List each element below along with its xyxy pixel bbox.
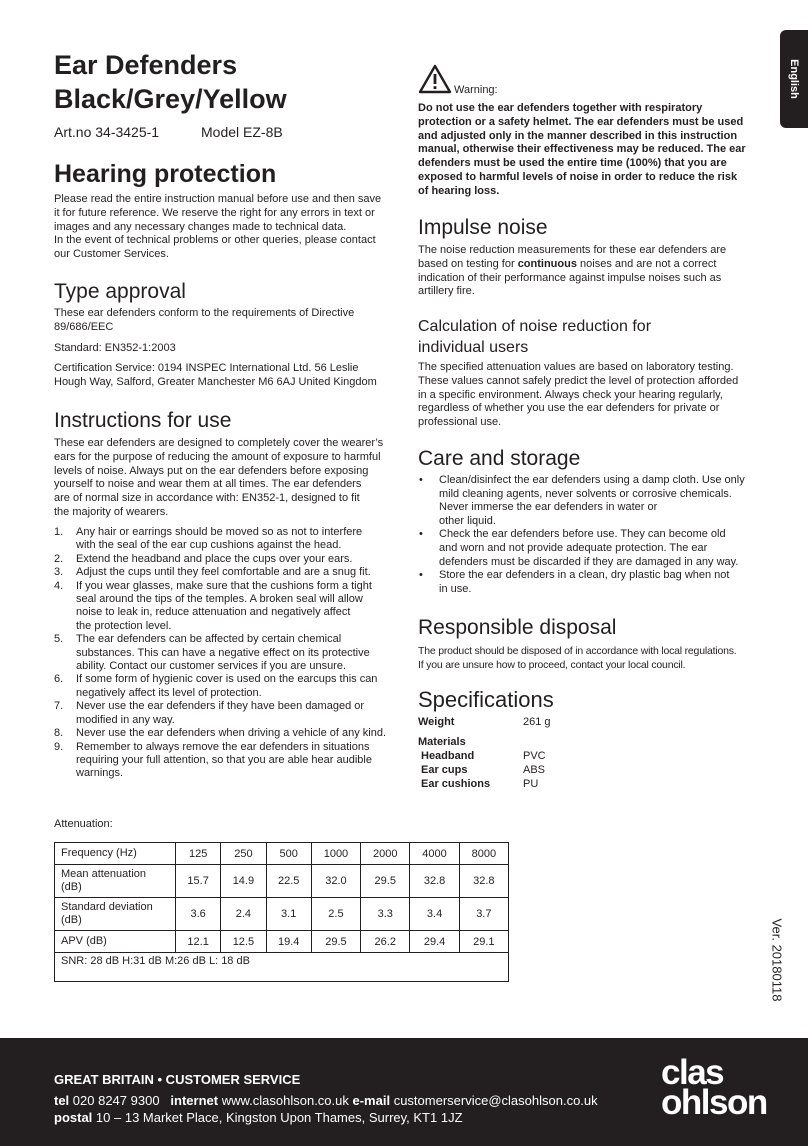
text-line: Clean/disinfect the ear defenders using a damp cloth. Use only: [439, 474, 745, 486]
text-line: artillery fire.: [418, 285, 475, 298]
text-line: seal around the tips of the temples. A broken seal will allow: [76, 593, 363, 606]
text-line: Adjust the cups until they feel comfortable and are a snug fit.: [76, 566, 371, 579]
step-item: [54, 566, 399, 579]
spec-value: ABS: [523, 764, 546, 776]
table-row: [55, 865, 509, 898]
text-line: Remember to always remove the ear defenders in situations: [76, 740, 370, 753]
text-line: Do not use the ear defenders together with respiratory: [418, 102, 703, 114]
text-line: yourself to noise and wear them at all times. The ear defenders: [54, 478, 362, 491]
spec-value: PVC: [523, 750, 546, 762]
spec-label: Ear cups: [421, 764, 468, 776]
text-line: indication of their performance against impulse noises such as: [418, 271, 722, 284]
table-cell: 2000: [361, 843, 410, 865]
text-line: noise to leak in, reduce attenuation and negatively affect: [76, 606, 351, 619]
text-line: in a specific environment. Always check your hearing regularly,: [418, 388, 723, 401]
text-line: are of normal size in accordance with: EN352-1, designed to fit: [54, 492, 360, 505]
text-line: The product should be disposed of in accordance with local regulations.: [418, 645, 737, 657]
text-line: it for future reference. We reserve the right for any errors in text or: [54, 206, 375, 219]
warning-triangle-icon: [418, 64, 452, 94]
text-line: other liquid.: [439, 514, 496, 527]
step-item: [54, 553, 399, 566]
tel-number[interactable]: 020 8247 9300: [72, 1093, 160, 1108]
table-cell: 32.8: [459, 865, 508, 898]
table-cell: 3.1: [266, 898, 311, 931]
table-cell: 1000: [311, 843, 360, 865]
table-row: [55, 931, 509, 953]
table-cell: 32.8: [410, 865, 459, 898]
language-tab: [780, 30, 808, 128]
table-cell: 2.4: [221, 898, 266, 931]
disposal-text: [418, 644, 763, 672]
text-line: If you are unsure how to proceed, contact your local council.: [418, 659, 686, 671]
text-line: of hearing loss.: [418, 184, 500, 197]
email-label: e-mail: [352, 1093, 391, 1108]
bullet: •: [419, 528, 423, 541]
hearing-heading: Hearing protection: [54, 160, 277, 188]
instructions-steps: [54, 526, 399, 781]
heading-line: Calculation of noise reduction for: [418, 318, 652, 335]
tel-label: tel: [54, 1093, 70, 1108]
logo-line: clas: [661, 1053, 724, 1092]
type-approval-heading: Type approval: [54, 280, 186, 303]
table-cell: 29.5: [311, 931, 360, 953]
text-line: defenders must be used the entire time (100%) that you are: [418, 157, 727, 170]
table-cell: 8000: [459, 843, 508, 865]
text-line: modified in any way.: [76, 713, 175, 726]
step-number: 9.: [54, 740, 64, 753]
text-line: ears for the purpose of reducing the amount of exposure to harmful: [54, 450, 381, 463]
text-line: These ear defenders conform to the requirements of Directive: [54, 307, 355, 319]
text-line: Check the ear defenders before use. They can become old: [439, 528, 726, 541]
table-cell: 250: [221, 843, 266, 865]
text-line: The noise reduction measurements for these ear defenders are: [418, 244, 727, 256]
text-line: professional use.: [418, 416, 502, 429]
text-line: Never use the ear defenders if they have been damaged or: [76, 700, 365, 713]
model-number: Model EZ-8B: [201, 124, 283, 140]
text-line: the majority of wearers.: [54, 505, 169, 518]
step-number: 5.: [54, 633, 64, 646]
article-number: Art.no 34-3425-1: [54, 124, 160, 140]
row-label: Standard deviation (dB): [55, 898, 176, 931]
step-item: [54, 727, 399, 740]
text-line: [418, 258, 763, 272]
version-label: Ver. 20180118: [769, 918, 785, 1002]
postal-label: postal: [54, 1110, 93, 1125]
list-item: [418, 569, 763, 596]
impulse-heading: Impulse noise: [418, 216, 548, 239]
table-cell: 14.9: [221, 865, 266, 898]
table-cell: 22.5: [266, 865, 311, 898]
table-cell: 3.4: [410, 898, 459, 931]
spec-label: Headband: [421, 750, 475, 762]
spec-weight-value: 261 g: [523, 716, 551, 728]
text-line: and adjusted only in the manner described in this instruction: [418, 129, 738, 142]
step-item: [54, 700, 399, 727]
text-line: Never immerse the ear defenders in water or: [439, 501, 658, 514]
attenuation-caption: Attenuation:: [54, 818, 113, 830]
row-label: APV (dB): [55, 931, 176, 953]
step-number: 6.: [54, 673, 64, 686]
text-line: with the seal of the ear cup cushions against the head.: [76, 539, 342, 552]
text-line: If some form of hygienic cover is used on the earcups this can: [76, 673, 378, 686]
footer-region: GREAT BRITAIN • CUSTOMER SERVICE: [54, 1072, 301, 1087]
row-label: Mean attenuation (dB): [55, 865, 176, 898]
text-line: If you wear glasses, make sure that the cushions form a tight: [76, 579, 372, 592]
care-list: [418, 474, 763, 596]
text-line: ability. Contact our customer services if you are unsure.: [76, 660, 347, 673]
hearing-text: [54, 193, 394, 262]
internet-label: internet: [170, 1093, 219, 1108]
table-cell: 3.7: [459, 898, 508, 931]
standard-line: Standard: EN352-1:2003: [54, 341, 176, 354]
text-line: Certification Service: 0194 INSPEC International Ltd. 56 Leslie: [54, 362, 359, 375]
snr-cell: SNR: 28 dB H:31 dB M:26 dB L: 18 dB: [55, 953, 509, 982]
table-cell: 15.7: [176, 865, 221, 898]
row-label: Frequency (Hz): [55, 843, 176, 865]
text-line: warnings.: [76, 767, 124, 780]
specs-heading: Specifications: [418, 687, 554, 712]
text-line: in use.: [439, 582, 472, 595]
text-line: These values cannot safely predict the level of protection afforded: [418, 374, 739, 387]
bullet: •: [419, 569, 423, 582]
text-line: Any hair or earrings should be moved so as not to interfere: [76, 526, 363, 538]
text-line: requiring your full attention, so that you are able hear audible: [76, 753, 372, 766]
table-cell: 12.1: [176, 931, 221, 953]
step-number: 3.: [54, 566, 64, 579]
text-line: the protection level.: [76, 619, 172, 632]
footer-postal-line: [54, 1110, 463, 1125]
table-cell: 125: [176, 843, 221, 865]
step-item: [54, 526, 399, 553]
table-cell: 12.5: [221, 931, 266, 953]
spec-materials-label: Materials: [418, 736, 466, 748]
text-line: regardless of whether you use the ear defenders for private or: [418, 402, 720, 415]
warning-text: [418, 102, 763, 199]
step-number: 1.: [54, 526, 64, 538]
text-line: and worn and not provide adequate protection. The ear: [439, 541, 708, 554]
spec-weight-label: Weight: [418, 716, 455, 728]
text-line: Extend the headband and place the cups over your ears.: [76, 552, 353, 565]
text-line: Hough Way, Salford, Greater Manchester M6 6AJ United Kingdom: [54, 376, 377, 389]
table-cell: 2.5: [311, 898, 360, 931]
step-item: [54, 633, 399, 673]
table-cell: 19.4: [266, 931, 311, 953]
step-number: 2.: [54, 552, 64, 565]
table-cell: 3.6: [176, 898, 221, 931]
type-approval-text: [54, 307, 394, 390]
impulse-text: [418, 244, 763, 299]
table-row: [55, 953, 509, 982]
text-segment: noises and are not a correct: [576, 257, 717, 270]
spec-value: PU: [523, 778, 539, 790]
text-line: protection or a safety helmet. The ear defenders must be used: [418, 115, 744, 128]
step-item: [54, 673, 399, 700]
disposal-heading: Responsible disposal: [418, 616, 617, 639]
table-cell: 29.5: [361, 865, 410, 898]
text-segment: based on testing for: [418, 257, 518, 270]
table-cell: 500: [266, 843, 311, 865]
step-item: [54, 741, 399, 781]
list-item: [418, 528, 763, 569]
email-link[interactable]: customerservice@clasohlson.co.uk: [393, 1093, 598, 1108]
text-line: exposed to harmful levels of noise in order to reduce the risk: [418, 170, 738, 183]
text-line: Never use the ear defenders when driving a vehicle of any kind.: [76, 727, 387, 740]
list-item: [418, 474, 763, 528]
text-line: defenders must be discarded if they are damaged in any way.: [439, 555, 739, 568]
step-number: 8.: [54, 727, 64, 740]
postal-address: 10 – 13 Market Place, Kingston Upon Thames, Surrey, KT1 1JZ: [95, 1110, 463, 1125]
table-cell: 26.2: [361, 931, 410, 953]
product-title: [54, 48, 287, 116]
text-line: negatively affect its level of protection.: [76, 686, 262, 699]
text-line: Please read the entire instruction manual before use and then save: [54, 193, 382, 205]
step-number: 7.: [54, 700, 64, 713]
title-line-1: Ear Defenders: [54, 50, 238, 80]
warning-label: Warning:: [454, 84, 498, 96]
table-cell: 32.0: [311, 865, 360, 898]
care-heading: Care and storage: [418, 447, 581, 470]
table-cell: 29.1: [459, 931, 508, 953]
spec-label: Ear cushions: [421, 778, 491, 790]
clas-ohlson-logo: [661, 1053, 767, 1122]
heading-line: individual users: [418, 339, 529, 356]
text-line: In the event of technical problems or other queries, please contact: [54, 234, 376, 247]
logo-line: ohlson: [661, 1083, 767, 1122]
table-cell: 29.4: [410, 931, 459, 953]
attenuation-table: [54, 842, 509, 982]
calc-heading: [418, 316, 651, 358]
table-row: [55, 843, 509, 865]
text-line: our Customer Services.: [54, 248, 169, 261]
calc-text: [418, 361, 763, 430]
text-line: The specified attenuation values are based on laboratory testing.: [418, 361, 734, 373]
step-item: [54, 580, 399, 634]
emphasis: continuous: [517, 257, 577, 270]
text-line: manual, otherwise their effectiveness may be reduced. The ear: [418, 143, 746, 156]
text-line: These ear defenders are designed to completely cover the wearer’s: [54, 437, 384, 449]
footer: [0, 1038, 808, 1146]
title-line-2: Black/Grey/Yellow: [54, 84, 287, 114]
text-line: The ear defenders can be affected by certain chemical: [76, 633, 342, 646]
table-cell: 3.3: [361, 898, 410, 931]
text-line: mild cleaning agents, never solvents or corrosive chemicals.: [439, 487, 732, 500]
table-cell: 4000: [410, 843, 459, 865]
text-line: levels of noise. Always put on the ear defenders before exposing: [54, 464, 369, 477]
text-line: images and any necessary changes made to technical data.: [54, 220, 347, 233]
instructions-intro: [54, 437, 399, 520]
table-row: [55, 898, 509, 931]
website-link[interactable]: www.clasohlson.co.uk: [221, 1093, 349, 1108]
text-line: 89/686/EEC: [54, 320, 114, 333]
text-line: Store the ear defenders in a clean, dry plastic bag when not: [439, 569, 730, 582]
bullet: •: [419, 474, 423, 486]
footer-contact-line: [54, 1093, 598, 1108]
text-line: substances. This can have a negative effect on its protective: [76, 646, 370, 659]
step-number: 4.: [54, 579, 64, 592]
instructions-heading: Instructions for use: [54, 409, 232, 432]
language-label: English: [788, 59, 800, 99]
